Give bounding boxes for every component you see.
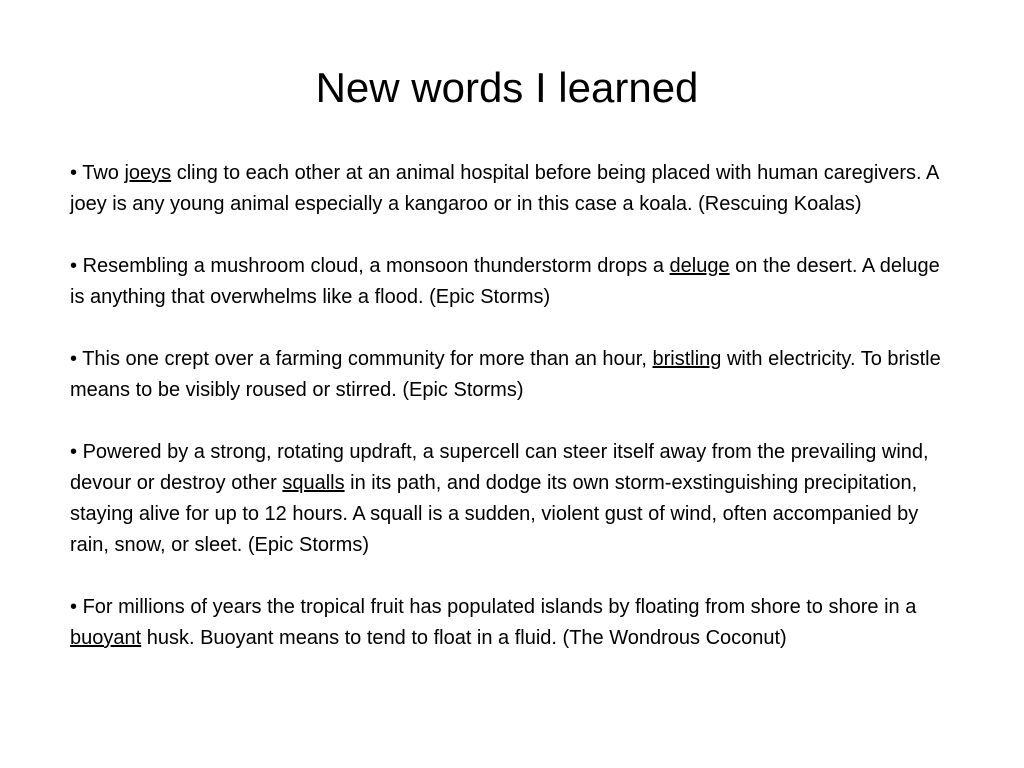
bullet-text-before: This one crept over a farming community for more than an hour, — [77, 348, 653, 370]
bullet-text-before: Powered by a strong, rotating updraft, a supercell can steer itself away from the prevailing wind, devour or destroy other — [70, 441, 929, 494]
bullet-text-after: husk. Buoyant means to tend to float in a fluid. (The Wondrous Coconut) — [141, 627, 787, 649]
bullet-glyph: • — [70, 348, 78, 370]
bullet-text-before: Two — [77, 162, 125, 184]
bullet-item — [70, 592, 950, 654]
slide-content — [70, 158, 950, 654]
bullet-item — [70, 251, 950, 313]
vocabulary-word: squalls — [282, 472, 345, 494]
vocabulary-word: deluge — [669, 255, 730, 277]
vocabulary-word: buoyant — [70, 627, 142, 649]
bullet-item — [70, 158, 950, 220]
bullet-item — [70, 437, 950, 561]
bullet-glyph: • — [70, 596, 78, 618]
bullet-glyph: • — [70, 162, 78, 184]
vocabulary-word: joeys — [124, 162, 172, 184]
slide-title: New words I learned — [315, 64, 699, 111]
bullet-text-after: cling to each other at an animal hospital before being placed with human caregivers. A joey is any young animal especially a kangaroo or in this case a koala. (Rescuing Koalas) — [70, 162, 939, 215]
bullet-text-after: with electricity. To bristle means to be visibly roused or stirred. (Epic Storms) — [70, 348, 941, 401]
bullet-text-after: in its path, and dodge its own storm-exstinguishing precipitation, staying alive for up to 12 hours. A squall is a sudden, violent gust of wind, often accompanied by rain, snow, or sleet. (Epic Storms) — [70, 472, 919, 556]
bullet-text-before: Resembling a mushroom cloud, a monsoon thunderstorm drops a — [77, 255, 670, 277]
bullet-text-after: on the desert. A deluge is anything that overwhelms like a flood. (Epic Storms) — [70, 255, 940, 308]
vocabulary-word: bristling — [652, 348, 722, 370]
bullet-glyph: • — [70, 255, 78, 277]
bullet-text-before: For millions of years the tropical fruit has populated islands by floating from shore to shore in a — [77, 596, 917, 618]
bullet-item — [70, 344, 950, 406]
bullet-glyph: • — [70, 441, 78, 463]
